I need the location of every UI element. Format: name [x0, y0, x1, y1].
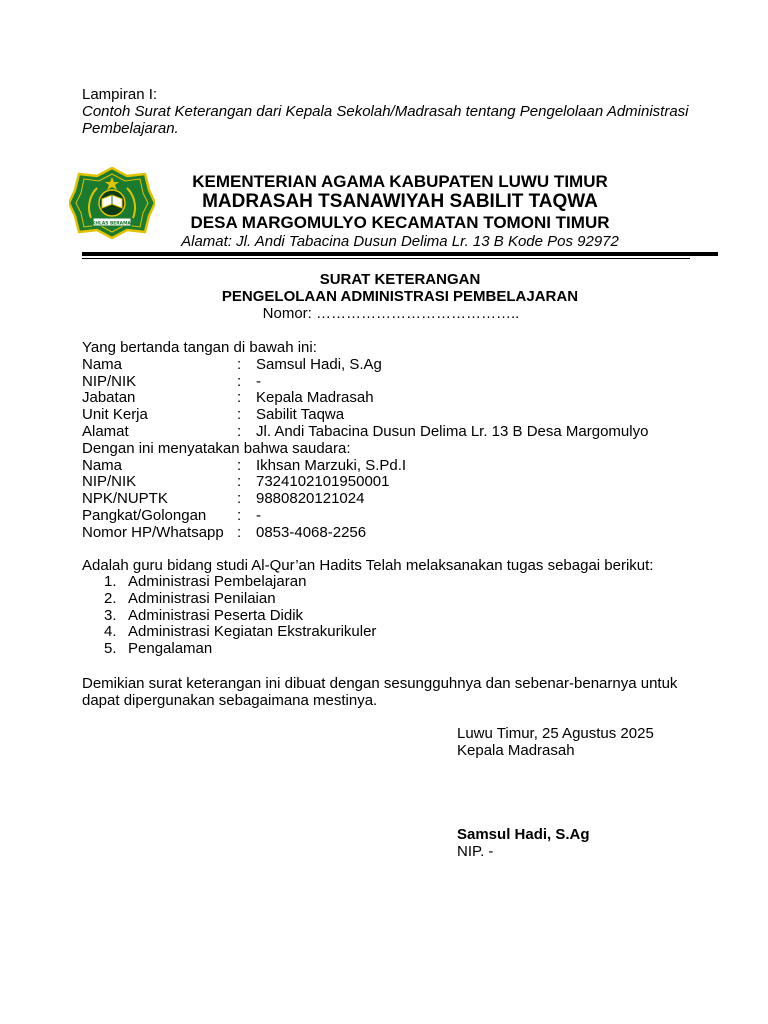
field-value: Ikhsan Marzuki, S.Pd.I	[256, 456, 407, 474]
signatory-name: Samsul Hadi, S.Ag	[457, 826, 590, 843]
signatory	[457, 826, 717, 860]
task-item	[82, 640, 722, 657]
field-separator: :	[237, 355, 242, 373]
field-separator: :	[237, 422, 242, 440]
field-label: Pangkat/Golongan	[82, 506, 207, 524]
closing-line2: dapat dipergunakan sebagaimana mestinya.	[82, 692, 378, 709]
task-item	[82, 573, 722, 590]
field-separator: :	[237, 372, 242, 390]
letter-number-text: Nomor: …………………………………..	[262, 305, 520, 322]
task-item	[82, 607, 722, 624]
title-line2: PENGELOLAAN ADMINISTRASI PEMBELAJARAN	[221, 288, 579, 305]
subject-intro: Dengan ini menyatakan bahwa saudara:	[82, 439, 351, 457]
subject-field-row	[82, 490, 722, 507]
field-label: NPK/NUPTK	[82, 490, 168, 508]
signer-intro: Yang bertanda tangan di bawah ini:	[82, 339, 317, 356]
field-separator: :	[237, 506, 242, 524]
identification-block	[82, 339, 722, 541]
field-separator: :	[237, 473, 242, 491]
task-text: Administrasi Peserta Didik	[128, 606, 304, 624]
letterhead-divider-thick	[82, 252, 718, 256]
field-separator: :	[237, 523, 242, 541]
field-separator: :	[237, 406, 242, 424]
field-value: Jl. Andi Tabacina Dusun Delima Lr. 13 B Desa Margomulyo	[256, 422, 649, 440]
field-label: NIP/NIK	[82, 372, 137, 390]
ministry-logo	[69, 166, 155, 240]
subject-field-row	[82, 524, 722, 541]
task-text: Pengalaman	[128, 640, 213, 658]
field-label: Nama	[82, 456, 123, 474]
signer-field-row	[82, 423, 722, 440]
field-label: Unit Kerja	[82, 406, 148, 424]
field-separator: :	[237, 456, 242, 474]
signer-field-row	[82, 389, 722, 406]
signature-position: Kepala Madrasah	[457, 742, 575, 759]
signer-field-row	[82, 356, 722, 373]
closing-line1: Demikian surat keterangan ini dibuat dengan sesungguhnya dan sebenar-benarnya untuk	[82, 675, 678, 692]
title-line1: SURAT KETERANGAN	[319, 271, 481, 288]
task-list	[82, 573, 722, 657]
subject-fields	[82, 457, 722, 541]
attachment-description-line2: Pembelajaran.	[82, 120, 179, 137]
letterhead-ministry: KEMENTERIAN AGAMA KABUPATEN LUWU TIMUR	[192, 172, 608, 191]
kemenag-emblem-icon	[69, 166, 155, 240]
task-item	[82, 590, 722, 607]
task-number: 4.	[104, 623, 117, 641]
letterhead	[160, 172, 640, 250]
letterhead-school: MADRASAH TSANAWIYAH SABILIT TAQWA	[202, 191, 598, 212]
field-value: Kepala Madrasah	[256, 389, 374, 407]
field-value: Sabilit Taqwa	[256, 406, 345, 424]
task-item	[82, 623, 722, 640]
field-value: -	[256, 372, 261, 390]
attachment-description-line1: Contoh Surat Keterangan dari Kepala Sekolah/Madrasah tentang Pengelolaan Administrasi	[82, 103, 689, 120]
field-value: 0853-4068-2256	[256, 523, 367, 541]
letter-title	[82, 271, 718, 322]
task-number: 1.	[104, 573, 117, 590]
letterhead-address: Alamat: Jl. Andi Tabacina Dusun Delima Lr. 13 B Kode Pos 92972	[181, 233, 619, 250]
signature-place-date: Luwu Timur, 25 Agustus 2025	[457, 725, 654, 742]
subject-field-row	[82, 473, 722, 490]
task-number: 5.	[104, 640, 117, 658]
field-label: Nomor HP/Whatsapp	[82, 523, 224, 541]
attachment-label: Lampiran I:	[82, 86, 158, 103]
signatory-nip: NIP. -	[457, 843, 494, 860]
task-text: Administrasi Pembelajaran	[128, 573, 307, 590]
signer-field-row	[82, 406, 722, 423]
statement: Adalah guru bidang studi Al-Qur’an Hadits Telah melaksanakan tugas sebagai berikut:	[82, 557, 654, 574]
field-label: Jabatan	[82, 389, 136, 407]
field-value: 7324102101950001	[256, 473, 390, 491]
task-number: 3.	[104, 606, 117, 624]
field-value: 9880820121024	[256, 490, 365, 508]
signer-fields	[82, 356, 722, 440]
letter-number	[82, 305, 718, 322]
field-separator: :	[237, 490, 242, 508]
signer-field-row	[82, 373, 722, 390]
subject-field-row	[82, 507, 722, 524]
task-text: Administrasi Kegiatan Ekstrakurikuler	[128, 623, 377, 641]
subject-field-row	[82, 457, 722, 474]
field-label: Alamat	[82, 422, 129, 440]
letterhead-divider-thin	[82, 258, 690, 259]
field-value: Samsul Hadi, S.Ag	[256, 355, 382, 373]
field-value: -	[256, 506, 261, 524]
svg-text:IKHLAS BERAMAL: IKHLAS BERAMAL	[90, 221, 134, 227]
field-label: NIP/NIK	[82, 473, 137, 491]
field-separator: :	[237, 389, 242, 407]
task-text: Administrasi Penilaian	[128, 589, 276, 607]
field-label: Nama	[82, 355, 123, 373]
letterhead-village: DESA MARGOMULYO KECAMATAN TOMONI TIMUR	[190, 213, 610, 232]
task-number: 2.	[104, 589, 117, 607]
attachment-header	[82, 86, 722, 137]
closing-paragraph	[82, 675, 712, 709]
signature-block	[457, 725, 717, 759]
